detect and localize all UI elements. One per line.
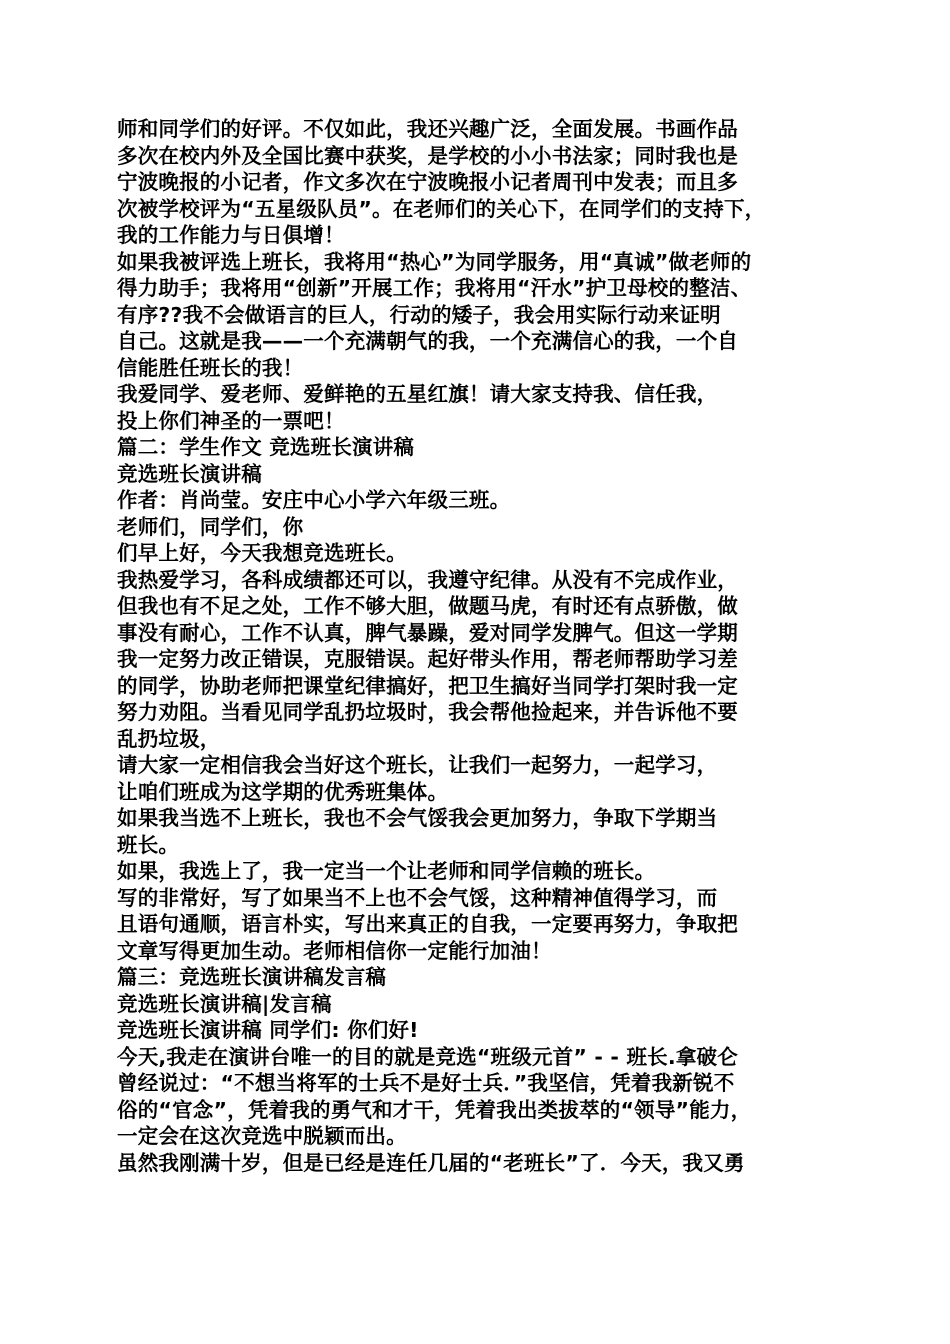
text-line: 让咱们班成为这学期的优秀班集体。	[117, 779, 449, 804]
text-line: 写的非常好，写了如果当不上也不会气馁，这种精神值得学习，而	[117, 885, 718, 910]
text-line: 老师们，同学们，你	[117, 514, 304, 539]
text-line: 如果我被评选上班长，我将用“热心”为同学服务，用“真诚”做老师的	[117, 249, 752, 274]
text-line: 竞选班长演讲稿 同学们: 你们好!	[117, 1018, 419, 1042]
text-line: 事没有耐心，工作不认真，脾气暴躁，爱对同学发脾气。但这一学期	[117, 620, 738, 645]
text-line: 努力劝阻。当看见同学乱扔垃圾时，我会帮他捡起来，并告诉他不要	[117, 700, 738, 724]
text-line: 俗的“官念”，凭着我的勇气和才干，凭着我出类拔萃的“领导”能力，	[117, 1097, 752, 1122]
section-heading: 篇三：竞选班长演讲稿发言稿	[117, 965, 387, 989]
text-line: 虽然我刚满十岁，但是已经是连任几届的“老班长”了．今天，我又勇	[117, 1150, 745, 1175]
text-line: 次被学校评为“五星级队员”。在老师们的关心下，在同学们的支持下，	[117, 196, 766, 221]
text-line: 有序??我不会做语言的巨人，行动的矮子，我会用实际行动来证明	[117, 302, 721, 327]
author-line: 作者：肖尚莹。安庄中心小学六年级三班。	[117, 488, 511, 512]
section-title: 竞选班长演讲稿	[117, 461, 262, 486]
text-line: 我的工作能力与日俱增！	[117, 223, 345, 247]
text-line: 乱扔垃圾，	[117, 726, 221, 751]
text-line: 我一定努力改正错误，克服错误。起好带头作用，帮老师帮助学习差	[117, 647, 738, 671]
text-line: 投上你们神圣的一票吧！	[117, 408, 345, 433]
text-line: 多次在校内外及全国比赛中获奖，是学校的小小书法家；同时我也是	[117, 143, 738, 168]
essay-text	[117, 116, 837, 1176]
text-line: 文章写得更加生动。老师相信你一定能行加油！	[117, 938, 552, 963]
text-line: 今天,我走在演讲台唯一的目的就是竞选“班级元首” - - 班长.拿破仑	[117, 1044, 738, 1069]
section-title: 竞选班长演讲稿|发言稿	[117, 991, 332, 1016]
text-line: 曾经说过：“不想当将军的士兵不是好士兵．”我坚信，凭着我新锐不	[117, 1071, 735, 1095]
text-line: 但我也有不足之处，工作不够大胆，做题马虎，有时还有点骄傲，做	[117, 594, 738, 618]
text-line: 师和同学们的好评。不仅如此，我还兴趣广泛，全面发展。书画作品	[117, 117, 738, 141]
text-line: 班长。	[117, 832, 180, 857]
text-line: 如果，我选上了，我一定当一个让老师和同学信赖的班长。	[117, 859, 656, 883]
text-line: 如果我当选不上班长，我也不会气馁我会更加努力，争取下学期当	[117, 806, 718, 830]
text-line: 一定会在这次竞选中脱颖而出。	[117, 1124, 407, 1148]
text-line: 请大家一定相信我会当好这个班长，让我们一起努力，一起学习，	[117, 753, 718, 777]
text-line: 我爱同学、爱老师、爱鲜艳的五星红旗！请大家支持我、信任我，	[117, 382, 718, 406]
text-line: 宁波晚报的小记者，作文多次在宁波晚报小记者周刊中发表；而且多	[117, 170, 738, 194]
text-line: 我热爱学习，各科成绩都还可以，我遵守纪律。从没有不完成作业，	[117, 567, 738, 592]
text-line: 得力助手；我将用“创新”开展工作；我将用“汗水”护卫母校的整洁、	[117, 276, 752, 300]
text-line: 且语句通顺，语言朴实，写出来真正的自我，一定要再努力，争取把	[117, 912, 738, 936]
text-line: 们早上好，今天我想竞选班长。	[117, 541, 407, 565]
text-line: 的同学，协助老师把课堂纪律搞好，把卫生搞好当同学打架时我一定	[117, 673, 738, 698]
text-line: 自己。这就是我——一个充满朝气的我，一个充满信心的我，一个自	[117, 329, 738, 353]
section-heading: 篇二：学生作文 竞选班长演讲稿	[117, 435, 415, 459]
text-line: 信能胜任班长的我！	[117, 355, 304, 380]
